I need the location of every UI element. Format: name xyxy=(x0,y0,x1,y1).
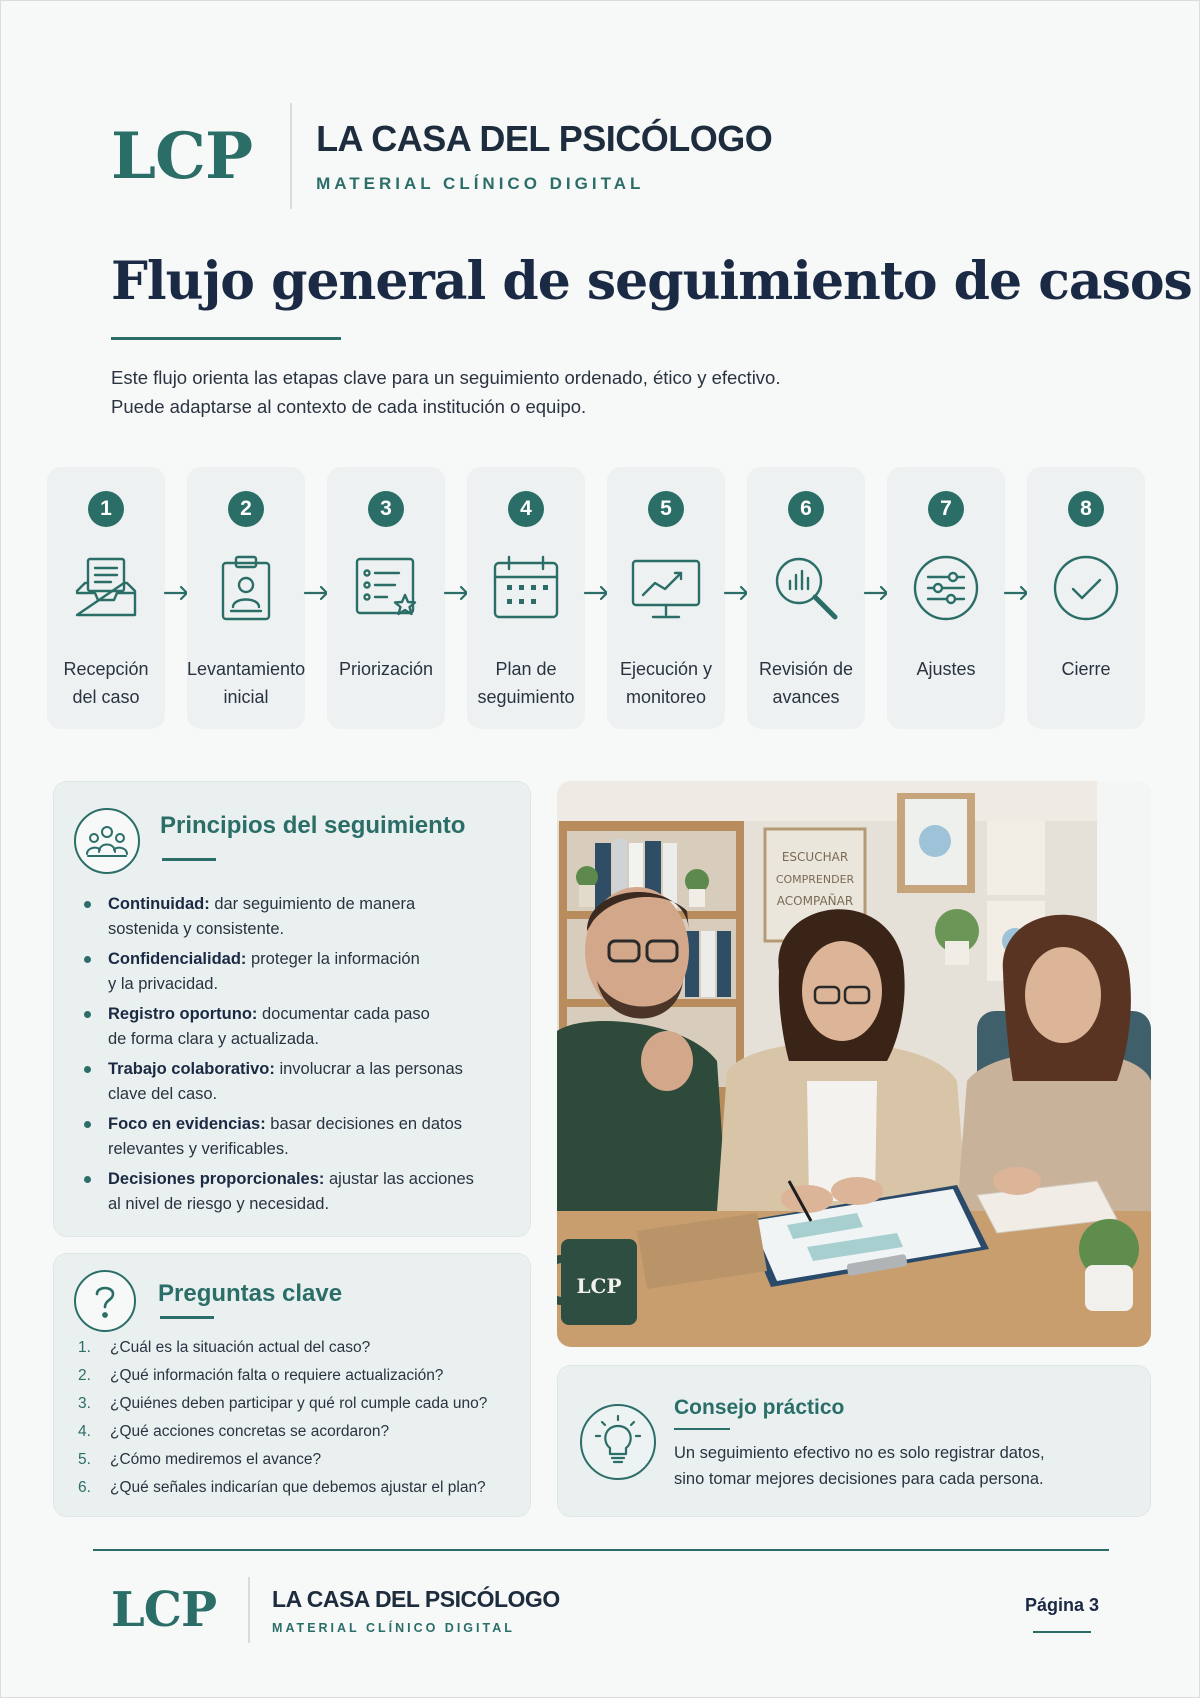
step-label-line: avances xyxy=(772,687,840,707)
step-label-line: Ajustes xyxy=(916,659,976,679)
principles-title: Principios del seguimiento xyxy=(160,812,466,839)
page-number-underline xyxy=(1033,1631,1091,1633)
monitor-chart-icon xyxy=(631,553,701,623)
header xyxy=(111,101,772,211)
principle-term: Trabajo colaborativo: xyxy=(108,1060,275,1078)
step-label-line: Recepción xyxy=(63,659,149,679)
principle-text: y la privacidad. xyxy=(108,974,219,993)
list-item xyxy=(80,1002,510,1051)
tip-text xyxy=(674,1440,1045,1492)
step-label xyxy=(887,655,1005,683)
team-meeting-photo xyxy=(557,781,1151,1347)
list-item xyxy=(78,1390,518,1418)
title-underline xyxy=(111,337,341,340)
principle-term: Registro oportuno: xyxy=(108,1005,258,1023)
footer-logo: LCP xyxy=(111,1582,217,1638)
principle-term: Confidencialidad: xyxy=(108,950,247,968)
header-divider xyxy=(290,103,292,209)
step-number: 7 xyxy=(928,491,964,527)
brand-subtitle: MATERIAL CLÍNICO DIGITAL xyxy=(316,174,645,193)
wall-sign-line: ESCUCHAR xyxy=(781,850,849,864)
question-text: ¿Cuál es la situación actual del caso? xyxy=(110,1339,371,1356)
principle-text: relevantes y verificables. xyxy=(108,1139,289,1158)
step-number: 6 xyxy=(788,491,824,527)
principle-term: Continuidad: xyxy=(108,895,210,913)
question-text: ¿Cómo mediremos el avance? xyxy=(110,1451,322,1468)
question-number: 1. xyxy=(78,1339,91,1356)
team-icon xyxy=(74,808,140,874)
calendar-icon xyxy=(491,553,561,623)
intro-text xyxy=(111,363,781,421)
question-text: ¿Qué acciones concretas se acordaron? xyxy=(110,1423,390,1440)
footer xyxy=(111,1575,560,1645)
wall-sign-line: COMPRENDER xyxy=(775,873,855,886)
step-label-line: inicial xyxy=(223,687,269,707)
step-label-line: Revisión de xyxy=(758,659,854,679)
principle-text: dar seguimiento de manera xyxy=(209,895,416,913)
inbox-icon xyxy=(71,553,141,623)
principle-text: sostenida y consistente. xyxy=(108,919,285,938)
question-number: 4. xyxy=(78,1423,91,1440)
step-label-line: Levantamiento xyxy=(187,659,306,679)
page-title: Flujo general de seguimiento de casos xyxy=(111,251,1192,312)
step-1 xyxy=(47,467,165,729)
question-number: 2. xyxy=(78,1367,91,1384)
step-number: 4 xyxy=(508,491,544,527)
checklist-star-icon xyxy=(351,553,421,623)
list-item xyxy=(80,1167,510,1216)
principle-text: proteger la información xyxy=(246,950,420,968)
step-6 xyxy=(747,467,865,729)
principles-underline xyxy=(162,858,216,861)
mug xyxy=(557,1239,637,1325)
lightbulb-icon xyxy=(580,1404,656,1480)
questions-title: Preguntas clave xyxy=(158,1280,343,1307)
question-text: ¿Qué información falta o requiere actualización? xyxy=(110,1367,444,1384)
tip-title: Consejo práctico xyxy=(674,1396,845,1419)
questions-list xyxy=(78,1334,518,1502)
step-number: 5 xyxy=(648,491,684,527)
step-label xyxy=(747,655,865,711)
list-item xyxy=(78,1446,518,1474)
step-8 xyxy=(1027,467,1145,729)
list-item xyxy=(78,1474,518,1502)
step-label-line: seguimiento xyxy=(477,687,575,707)
step-5 xyxy=(607,467,725,729)
intro-line-2: Puede adaptarse al contexto de cada institución o equipo. xyxy=(111,396,587,417)
principle-text: involucrar a las personas xyxy=(274,1060,463,1078)
step-label xyxy=(47,655,165,711)
logo: LCP xyxy=(111,118,253,194)
principle-text: al nivel de riesgo y necesidad. xyxy=(108,1194,330,1213)
question-number: 6. xyxy=(78,1479,91,1496)
list-item xyxy=(78,1418,518,1446)
principle-term: Foco en evidencias: xyxy=(108,1115,266,1133)
principle-text: clave del caso. xyxy=(108,1084,218,1103)
principles-panel xyxy=(53,781,531,1237)
step-number: 8 xyxy=(1068,491,1104,527)
step-3 xyxy=(327,467,445,729)
step-label-line: Priorización xyxy=(338,659,434,679)
brand-name: LA CASA DEL PSICÓLOGO xyxy=(316,118,773,159)
question-icon xyxy=(74,1270,136,1332)
step-7 xyxy=(887,467,1005,729)
tip-text-line: sino tomar mejores decisiones para cada persona. xyxy=(674,1470,1044,1488)
step-2 xyxy=(187,467,305,729)
step-label-line: Ejecución y xyxy=(619,659,713,679)
question-number: 5. xyxy=(78,1451,91,1468)
step-number: 2 xyxy=(228,491,264,527)
tip-text-line: Un seguimiento efectivo no es solo registrar datos, xyxy=(674,1444,1045,1462)
question-number: 3. xyxy=(78,1395,91,1412)
tip-underline xyxy=(674,1428,730,1430)
clipboard-user-icon xyxy=(211,553,281,623)
footer-brand-name: LA CASA DEL PSICÓLOGO xyxy=(272,1585,560,1612)
list-item xyxy=(80,947,510,996)
tip-panel xyxy=(557,1365,1151,1517)
list-item xyxy=(80,892,510,941)
footer-divider xyxy=(248,1577,250,1643)
step-label xyxy=(327,655,445,683)
step-label-line: monitoreo xyxy=(625,687,707,707)
step-label xyxy=(1027,655,1145,683)
magnifier-chart-icon xyxy=(771,553,841,623)
step-label xyxy=(607,655,725,711)
principle-text: ajustar las acciones xyxy=(324,1170,474,1188)
mug-text: LCP xyxy=(576,1274,622,1298)
step-number: 1 xyxy=(88,491,124,527)
principle-term: Decisiones proporcionales: xyxy=(108,1170,325,1188)
step-label xyxy=(467,655,585,711)
principle-text: documentar cada paso xyxy=(257,1005,430,1023)
brand-block xyxy=(316,118,772,194)
question-text: ¿Quiénes deben participar y qué rol cumple cada uno? xyxy=(110,1395,488,1412)
check-circle-icon xyxy=(1051,553,1121,623)
process-steps xyxy=(47,467,1147,729)
list-item xyxy=(78,1334,518,1362)
list-item xyxy=(80,1057,510,1106)
principle-text: basar decisiones en datos xyxy=(265,1115,463,1133)
wall-sign-line: ACOMPAÑAR xyxy=(776,894,854,908)
intro-line-1: Este flujo orienta las etapas clave para un seguimiento ordenado, ético y efectivo. xyxy=(111,367,781,388)
step-4 xyxy=(467,467,585,729)
question-text: ¿Qué señales indicarían que debemos ajustar el plan? xyxy=(110,1479,486,1496)
footer-brand-block xyxy=(272,1586,560,1635)
questions-panel xyxy=(53,1253,531,1517)
sliders-icon xyxy=(911,553,981,623)
principles-list xyxy=(80,892,510,1222)
step-label xyxy=(187,655,305,711)
list-item xyxy=(78,1362,518,1390)
page-number: Página 3 xyxy=(1025,1595,1100,1615)
footer-brand-subtitle: MATERIAL CLÍNICO DIGITAL xyxy=(272,1620,515,1635)
step-label-line: Plan de xyxy=(495,659,557,679)
step-label-line: Cierre xyxy=(1061,659,1111,679)
step-label-line: del caso xyxy=(72,687,140,707)
principle-text: de forma clara y actualizada. xyxy=(108,1029,319,1048)
list-item xyxy=(80,1112,510,1161)
step-number: 3 xyxy=(368,491,404,527)
questions-underline xyxy=(160,1316,214,1319)
footer-rule xyxy=(93,1549,1109,1551)
